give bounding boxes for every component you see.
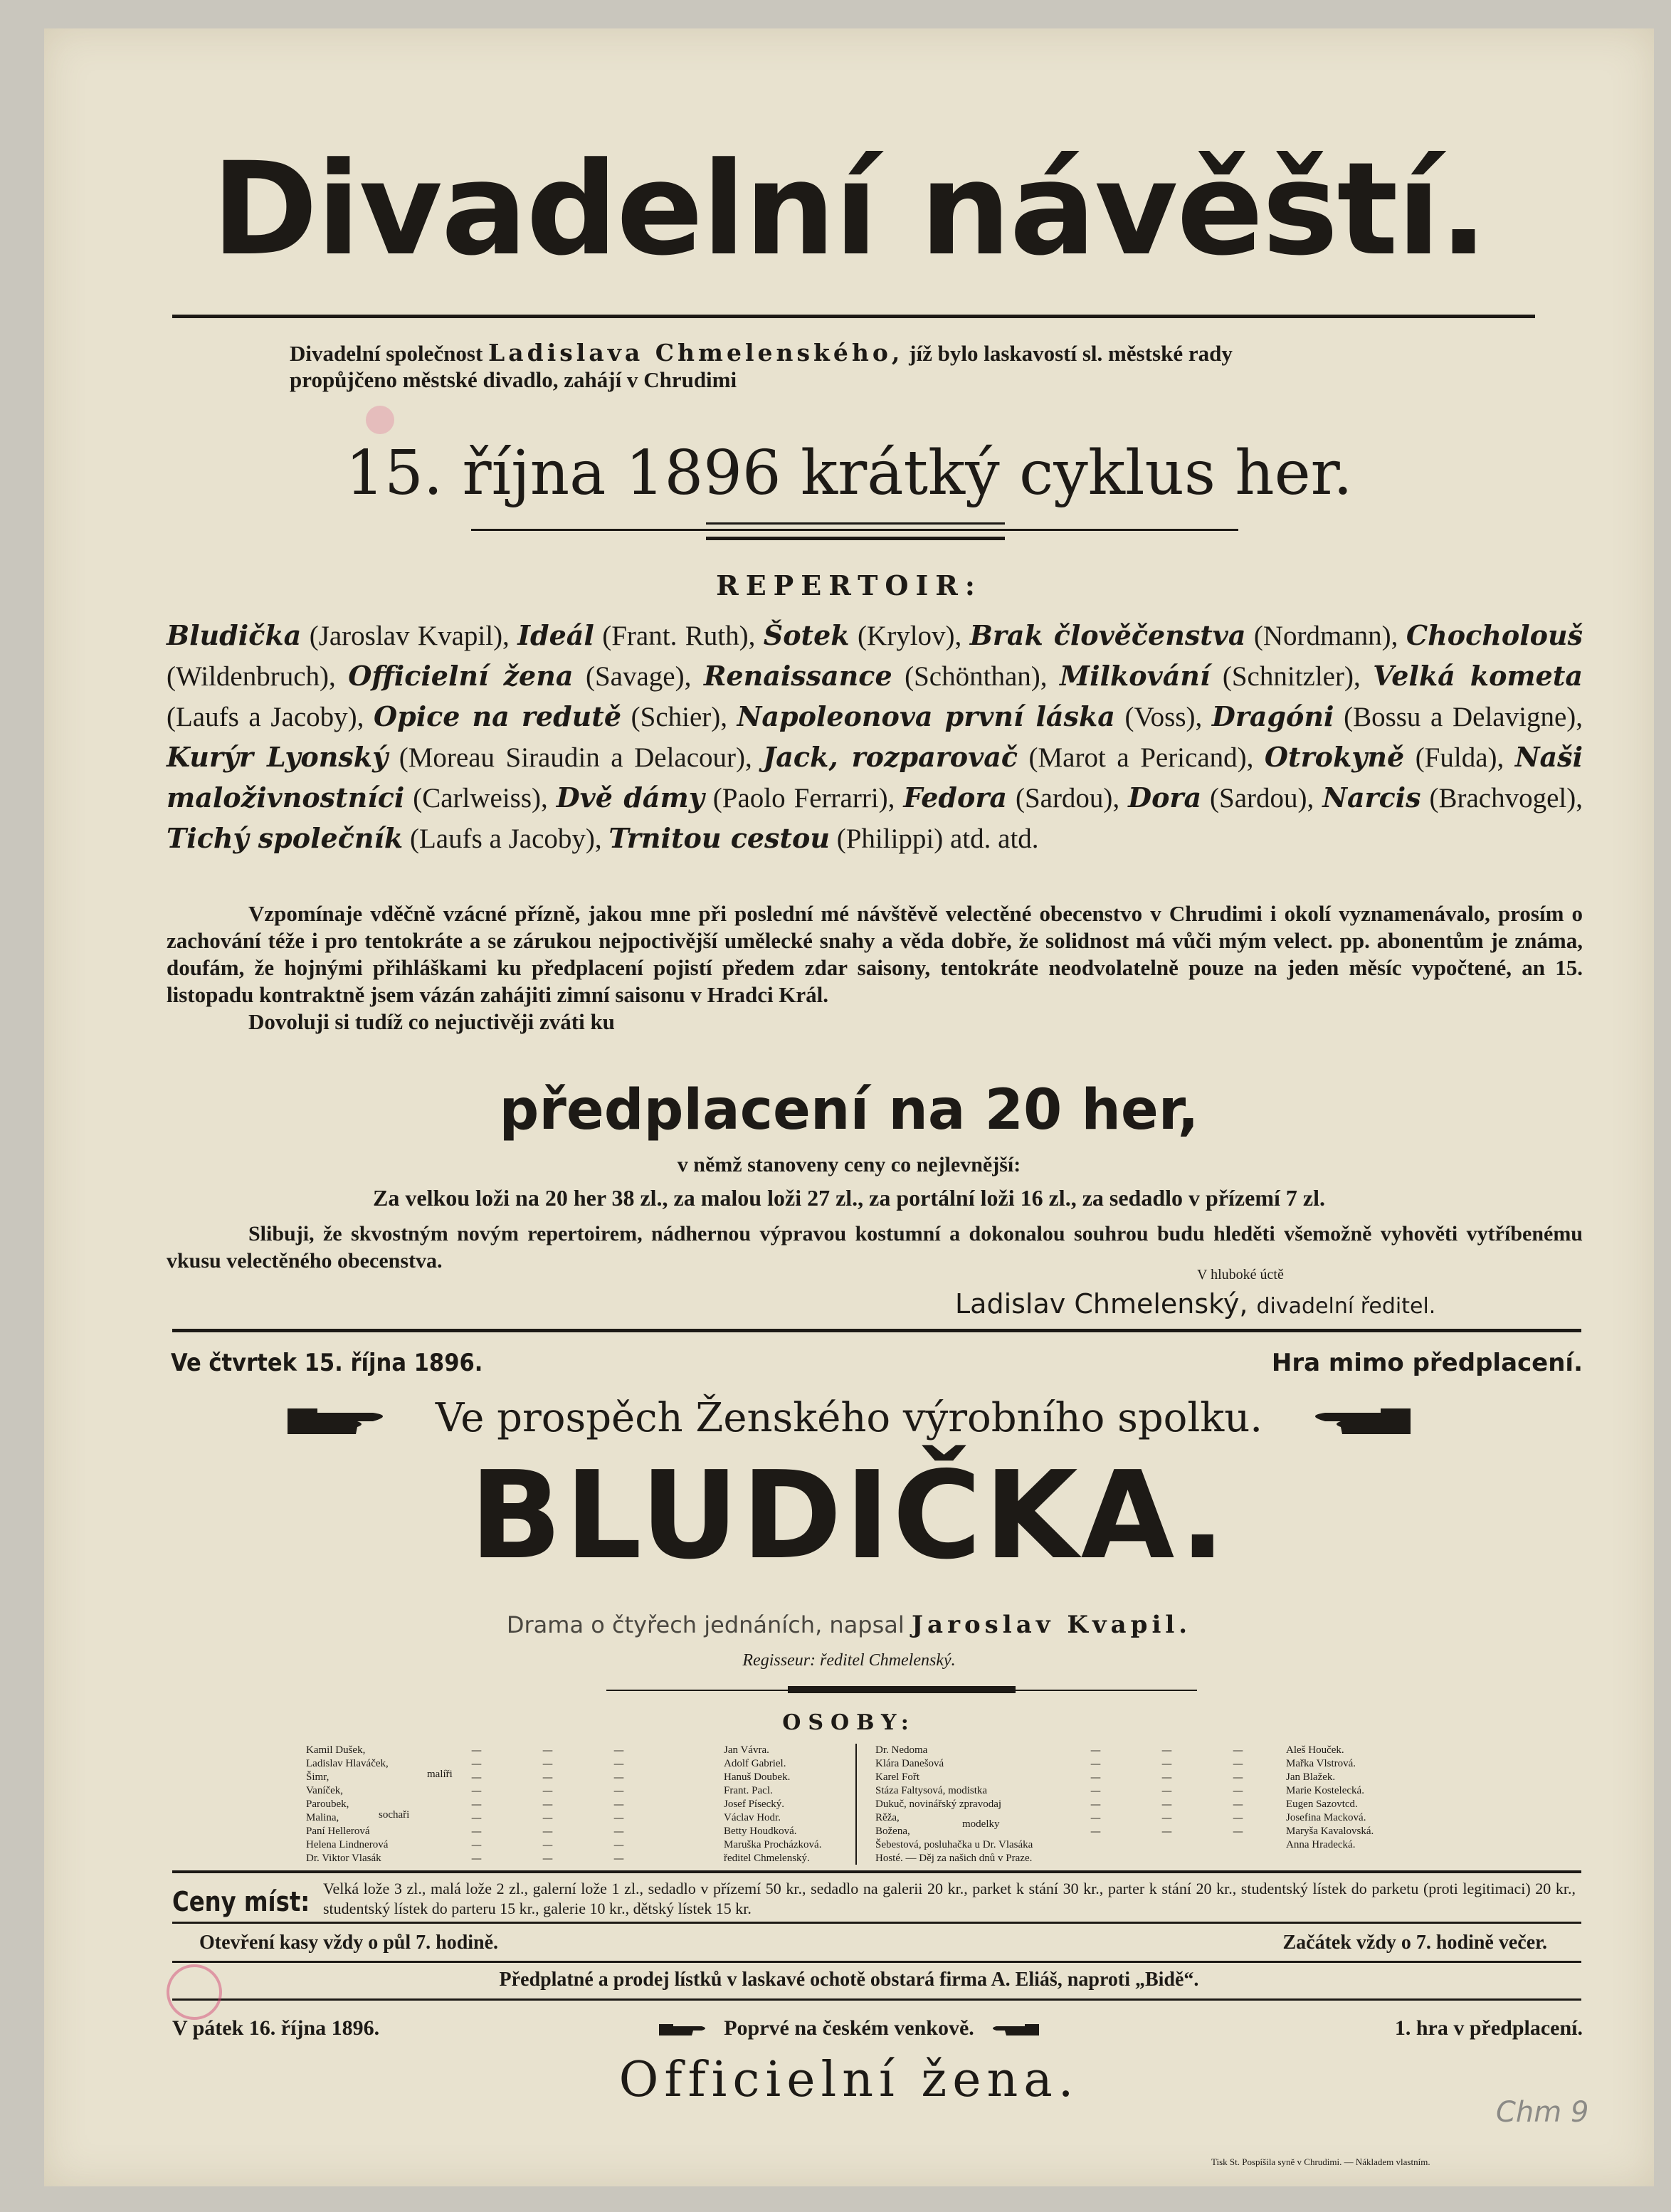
director-signature: Ladislav Chmelenský, — [955, 1288, 1248, 1320]
repertoire-play-author: (Krylov), — [849, 621, 970, 651]
cast-actor: Aleš Houček. — [1286, 1744, 1344, 1756]
cast-role: Vaníček, — [306, 1785, 344, 1796]
ornament-rule-bottom — [706, 537, 1005, 540]
cast-actor: Hanuš Doubek. — [724, 1771, 791, 1783]
repertoire-play-author: (Jaroslav Kvapil), — [301, 621, 518, 651]
repertoire-play-title: Naši maloživnostníci — [167, 741, 1583, 813]
repertoire-play-author: (Bossu a Delavigne), — [1334, 702, 1583, 732]
cast-actor: Mařka Vlstrová. — [1286, 1758, 1356, 1769]
appeal-invitation: Dovoluji si tudíž co nejuctivěji zváti ku — [248, 1009, 615, 1034]
prices-text: Velká lože 3 zl., malá lože 2 zl., galerní lože 1 zl., sedadlo v přízemí 50 kr., sedadlo na galerii 20 kr., parket k stání 30 kr., parter k stání 20 kr., studentský lístek do parketu (proti legitimaci) 20 kr., studentský lístek do parteru 15 kr., galerie 10 kr., dětský lístek 15 kr. — [323, 1880, 1576, 1917]
cast-actor: Jan Blažek. — [1286, 1771, 1336, 1783]
cast-dashes-1: — — — — — — — — — — [471, 1744, 482, 1865]
tickets-note: Předplatné a prodej lístků v laskavé ochotě obstará firma A. Eliáš, naproti „Bidě“. — [499, 1969, 1199, 1991]
cast-actor: Frant. Pacl. — [724, 1785, 773, 1796]
printer-imprint: Tisk St. Pospíšila syně v Chrudimi. — Nákladem vlastním. — [1211, 2156, 1430, 2167]
repertoire-play-title: Renaissance — [703, 660, 892, 692]
cast-actor: Václav Hodr. — [724, 1812, 781, 1823]
cast-role: Dr. Nedoma — [875, 1744, 928, 1756]
cast-roles-column-1 — [306, 1744, 389, 1865]
repertoire-play-title: Fedora — [903, 781, 1007, 813]
repertoire-play-title: Dvě dámy — [556, 781, 705, 813]
appeal-text — [167, 900, 1583, 1036]
prices-rule-top — [172, 1870, 1581, 1873]
cast-role: Klára Danešová — [875, 1758, 944, 1769]
cast-dashes-4: — — — — — — — — [1090, 1744, 1101, 1838]
repertoire-play-author: (Fulda), — [1404, 742, 1515, 773]
repertoire-play-author: (Savage), — [573, 661, 704, 692]
ticket-rule-top — [172, 1961, 1581, 1963]
small-hand-left-icon — [989, 2021, 1039, 2038]
cast-role: Dr. Viktor Vlasák — [306, 1853, 381, 1864]
cast-dashes-6: — — — — — — — — [1233, 1744, 1243, 1838]
benefit-line — [44, 1394, 1654, 1443]
repertoire-play-title: Jack, rozparovač — [763, 741, 1018, 773]
performance1-date: Ve čtvrtek 15. října 1896. — [171, 1349, 483, 1377]
ticket-rule-bottom — [172, 1998, 1581, 2001]
cast-actor: Jan Vávra. — [724, 1744, 769, 1756]
cast-role: Rěža, — [875, 1812, 900, 1823]
intro-line1b: jíž bylo laskavostí sl. městské rady — [909, 341, 1233, 366]
performance2-status: 1. hra v předplacení. — [1394, 2016, 1583, 2040]
cast-role: Šimr, — [306, 1771, 330, 1783]
cast-actor: Eugen Sazovtcd. — [1286, 1798, 1358, 1810]
start-time: Začátek vždy o 7. hodině večer. — [1282, 1932, 1547, 1954]
repertoire-play-title: Dora — [1128, 781, 1202, 813]
repertoire-play-title: Velká kometa — [1373, 660, 1583, 692]
director-role: divadelní ředitel. — [1256, 1294, 1436, 1319]
cast-dashes-3: — — — — — — — — — — [613, 1744, 624, 1865]
performance2-date: V pátek 16. října 1896. — [172, 2016, 380, 2040]
cast-actor: Josef Písecký. — [724, 1798, 784, 1810]
performance2-title: Officielní žena. — [618, 2052, 1080, 2108]
subscription-note: v němž stanoveny ceny co nejlevnější: — [677, 1153, 1021, 1176]
cast-role: Paní Hellerová — [306, 1826, 370, 1837]
repertoire-play-author: (Frant. Ruth), — [594, 621, 764, 651]
repertoire-play-author: (Sardou), — [1201, 783, 1323, 813]
cast-role: Kamil Dušek, — [306, 1744, 366, 1756]
cast-actor: Maruška Procházková. — [724, 1839, 822, 1850]
repertoire-play-author: (Marot a Pericand), — [1017, 742, 1265, 773]
cast-role: Stáza Faltysová, modistka — [875, 1785, 988, 1796]
cast-dashes-5: — — — — — — — — [1161, 1744, 1172, 1838]
repertoire-play-author: (Nordmann), — [1245, 621, 1406, 651]
repertoire-play-title: Otrokyně — [1264, 741, 1405, 773]
playbill-poster — [44, 28, 1654, 2186]
cast-role: Ladislav Hlaváček, — [306, 1758, 389, 1769]
intro-text — [290, 340, 1581, 367]
director-rule-ornament — [788, 1686, 1016, 1693]
play-director: Regisseur: ředitel Chmelenský. — [742, 1651, 956, 1670]
play-title: BLUDIČKA. — [469, 1445, 1229, 1586]
repertoire-play-author: (Laufs a Jacoby), — [403, 823, 609, 854]
cast-role: Malina, — [306, 1812, 339, 1823]
cast-actor: Josefina Macková. — [1286, 1812, 1366, 1823]
title-rule — [172, 315, 1535, 318]
prices-rule-bottom — [172, 1922, 1581, 1924]
cast-role: Karel Fořt — [875, 1771, 920, 1783]
repertoire-play-author: (Paolo Ferrarri), — [704, 783, 904, 813]
repertoire-play-author: (Schönthan), — [892, 661, 1060, 692]
intro-town: Chrudimi — [643, 367, 737, 392]
repertoire-play-title: Officielní žena — [348, 660, 574, 692]
company-name: Ladislava Chmelenského, — [488, 339, 904, 367]
play-author: Jaroslav Kvapil. — [911, 1611, 1192, 1639]
cast-actor: Betty Houdková. — [724, 1826, 797, 1837]
performance1-status: Hra mimo předplacení. — [1271, 1349, 1583, 1377]
repertoire-list — [167, 616, 1583, 859]
cast-actor: Maryša Kavalovská. — [1286, 1826, 1374, 1837]
repertoire-play-author: (Carlweiss), — [404, 783, 557, 813]
repertoire-play-title: Chocholouš — [1406, 619, 1583, 651]
models-note: modelky — [962, 1818, 1000, 1830]
premiere-text: Poprvé na českém venkově. — [724, 2016, 974, 2040]
cast-role: Hosté. — Děj za našich dnů v Praze. — [875, 1853, 1033, 1864]
repertoire-play-title: Dragóni — [1211, 700, 1334, 732]
ornament-rule-mid — [706, 522, 1005, 525]
intro-line1a: Divadelní společnost — [290, 341, 483, 366]
poster-title: Divadelní návěští. — [211, 135, 1487, 284]
cast-actor: Marie Kostelecká. — [1286, 1785, 1364, 1796]
repertoire-play-author: (Sardou), — [1007, 783, 1129, 813]
repertoire-play-author: (Wildenbruch), — [167, 661, 349, 692]
small-hand-right-icon — [659, 2021, 709, 2038]
repertoire-play-author: (Moreau Siraudin a Delacour), — [388, 742, 764, 773]
repertoire-play-title: Kurýr Lyonský — [167, 741, 389, 773]
subscription-promise: Slibuji, že skvostným novým repertoirem, nádhernou výpravou kostumní a dokonalou souhrou budu hleděti všemožně vyhověti vytříbenému vkusu velectěného obecenstva. — [167, 1222, 1583, 1273]
cast-actors-column-1 — [724, 1744, 821, 1865]
repertoire-play-title: Narcis — [1322, 781, 1421, 813]
cast-roles-column-2 — [875, 1744, 1033, 1865]
sculptors-note: sochaři — [379, 1809, 410, 1821]
repertoire-play-title: Ideál — [517, 619, 594, 651]
ornament-rule-top — [471, 529, 1238, 531]
repertoire-play-author: (Brachvogel), — [1420, 783, 1583, 813]
repertoire-play-title: Šotek — [763, 619, 850, 651]
repertoire-play-title: Opice na redutě — [374, 700, 622, 732]
repertoire-play-author: (Voss), — [1114, 702, 1212, 732]
pointing-hand-right-icon — [288, 1403, 394, 1440]
repertoire-play-title: Tichý společník — [167, 822, 404, 854]
ink-smudge — [366, 406, 394, 434]
repertoire-heading: REPERTOIR: — [716, 569, 982, 601]
repertoire-play-author: (Laufs a Jacoby), — [167, 702, 374, 732]
cast-actors-column-2 — [1286, 1744, 1374, 1852]
library-stamp — [167, 1964, 222, 2020]
intro-line2 — [290, 367, 1357, 393]
cast-role: Božena, — [875, 1826, 910, 1837]
section-rule-1 — [172, 1329, 1581, 1332]
repertoire-play-author: (Schnitzler), — [1210, 661, 1374, 692]
closing-phrase: V hluboké úctě — [1197, 1267, 1284, 1283]
cast-divider — [855, 1744, 857, 1865]
season-start: 15. října 1896 krátký cyklus her. — [345, 438, 1353, 509]
cast-actor: ředitel Chmelenský. — [724, 1853, 810, 1864]
benefit-text: Ve prospěch Ženského výrobního spolku. — [435, 1395, 1263, 1441]
repertoire-play-title: Trnitou cestou — [608, 822, 830, 854]
box-office-hours: Otevření kasy vždy o půl 7. hodině. — [199, 1932, 499, 1954]
cast-role: Šebestová, posluhačka u Dr. Vlasáka — [875, 1839, 1033, 1850]
cast-role: Helena Lindnerová — [306, 1839, 389, 1850]
cast-heading: OSOBY: — [782, 1710, 916, 1735]
signature-block — [955, 1288, 1435, 1320]
pointing-hand-left-icon — [1304, 1403, 1411, 1440]
archive-mark: Chm 9 — [1496, 2096, 1589, 2129]
repertoire-play-author: (Philippi) atd. atd. — [829, 823, 1039, 854]
prices-label: Ceny míst: — [172, 1886, 310, 1917]
painters-note: malíři — [427, 1769, 453, 1780]
play-genre-line — [44, 1611, 1654, 1639]
intro-line2a: propůjčeno městské divadlo, zahájí v — [290, 367, 638, 392]
cast-actor: Adolf Gabriel. — [724, 1758, 786, 1769]
repertoire-play-title: Milkování — [1060, 660, 1211, 692]
repertoire-play-title: Bludička — [167, 619, 302, 651]
repertoire-play-title: Napoleonova první láska — [737, 700, 1115, 732]
cast-role: Dukuč, novinářský zpravodaj — [875, 1798, 1002, 1810]
subscription-title: předplacení na 20 her, — [499, 1078, 1199, 1142]
cast-dashes-2: — — — — — — — — — — [542, 1744, 553, 1865]
repertoire-play-author: (Schier), — [621, 702, 737, 732]
appeal-paragraph: Vzpomínaje vděčně vzácné přízně, jakou mne při poslední mé návštěvě velectěné obecenstvo v Chrudimi i okolí vyznamenávalo, prosím o zachování téže i pro tentokráte a se zárukou nejpoctivější umělecké snahy a věda dobře, že solidnost má vůči mým velect. pp. abonentům je známa, doufám, že hojnými přihláškami ku předplacení pojistí předem zdar saisony, tentokráte neodvolatelně pouze na jeden měsíc vypočtené, an 15. listopadu kontraktně jsem vázán zahájiti zimní saisonu v Hradci Král. — [167, 901, 1583, 1007]
repertoire-play-title: Brak člověčenstva — [969, 619, 1246, 651]
cast-actor: Anna Hradecká. — [1286, 1839, 1356, 1850]
play-genre: Drama o čtyřech jednáních, napsal — [506, 1611, 905, 1638]
subscription-prices: Za velkou loži na 20 her 38 zl., za malou loži 27 zl., za portální loži 16 zl., za sedadlo v přízemí 7 zl. — [373, 1185, 1325, 1211]
cast-role: Paroubek, — [306, 1798, 349, 1810]
